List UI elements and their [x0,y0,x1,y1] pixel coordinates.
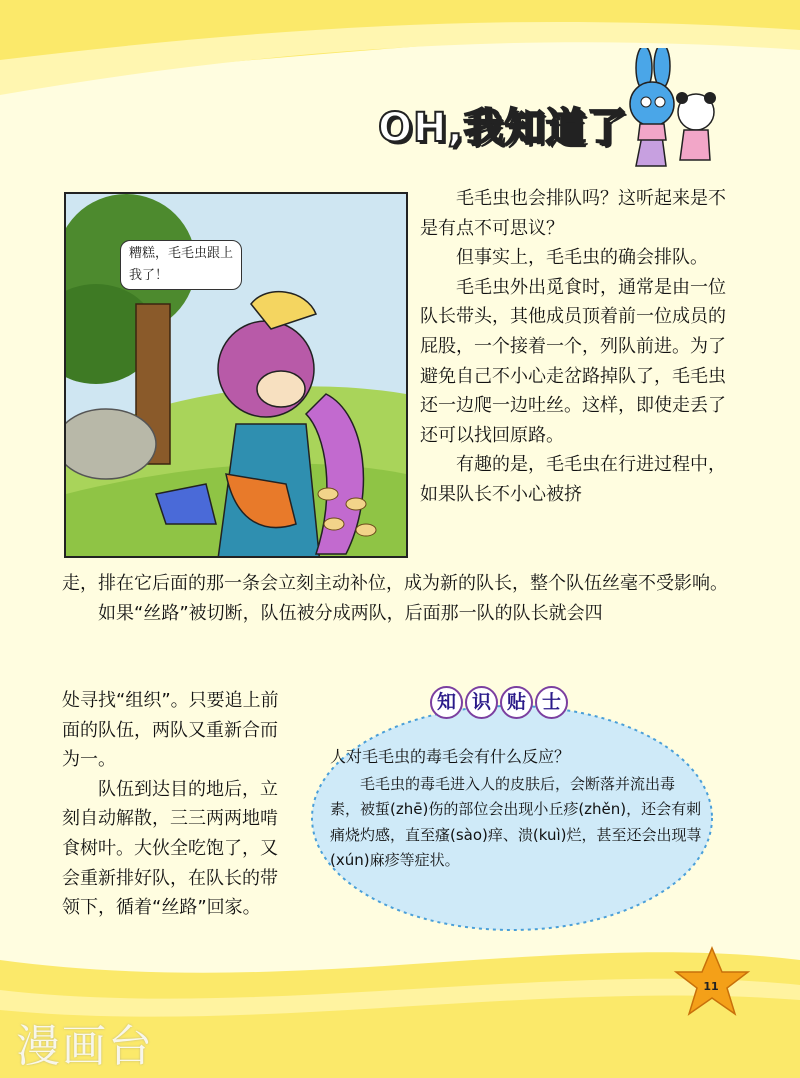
tip-title-char: 知 [430,686,463,719]
tip-title-char: 识 [465,686,498,719]
article-left-column [62,686,292,923]
tip-title [430,686,568,719]
speech-bubble: 糟糕，毛毛虫跟上我了！ [120,240,242,290]
paragraph: 有趣的是，毛毛虫在行进过程中，如果队长不小心被挤 [420,454,726,505]
article-right-column [420,184,730,510]
paragraph: 处寻找“组织”。只要追上前面的队伍，两队又重新合而为一。 [62,690,279,771]
watermark: 漫画台 [16,1021,154,1072]
comic-illustration [64,192,408,558]
article-full-width [62,569,732,628]
tip-title-char: 士 [535,686,568,719]
column-title: OH,我知道了 [378,105,628,151]
tip-answer: 毛毛虫的毒毛进入人的皮肤后，会断落并流出毒素，被蜇(zhē)伤的部位会出现小丘疹(zhěn)，还会有刺痛烧灼感，直至瘙(sào)痒、溃(kuì)烂，甚至还会出现荨(xún)麻疹等症状。 [330,774,702,869]
tip-title-char: 贴 [500,686,533,719]
paragraph: 但事实上，毛毛虫的确会排队。 [456,247,708,269]
tip-question: 人对毛毛虫的毒毛会有什么反应？ [330,747,571,766]
paragraph: 走，排在它后面的那一条会立刻主动补位，成为新的队长，整个队伍丝毫不受影响。 [62,573,728,594]
paragraph: 毛毛虫也会排队吗？这听起来是不是有点不可思议？ [420,188,726,239]
paragraph: 毛毛虫外出觅食时，通常是由一位队长带头，其他成员顶着前一位成员的屁股，一个接着一个，列队前进。为了避免自己不小心走岔路掉队了，毛毛虫还一边爬一边吐丝。这样，即使走丢了还可以找回原路。 [420,276,726,446]
tip-content [330,744,702,874]
paragraph: 如果“丝路”被切断，队伍被分成两队，后面那一队的队长就会四 [98,602,603,624]
paragraph: 队伍到达目的地后，立刻自动解散，三三两两地啃食树叶。大伙全吃饱了，又会重新排好队，在队长的带领下，循着“丝路”回家。 [62,778,278,919]
page-number: 11 [703,980,719,993]
